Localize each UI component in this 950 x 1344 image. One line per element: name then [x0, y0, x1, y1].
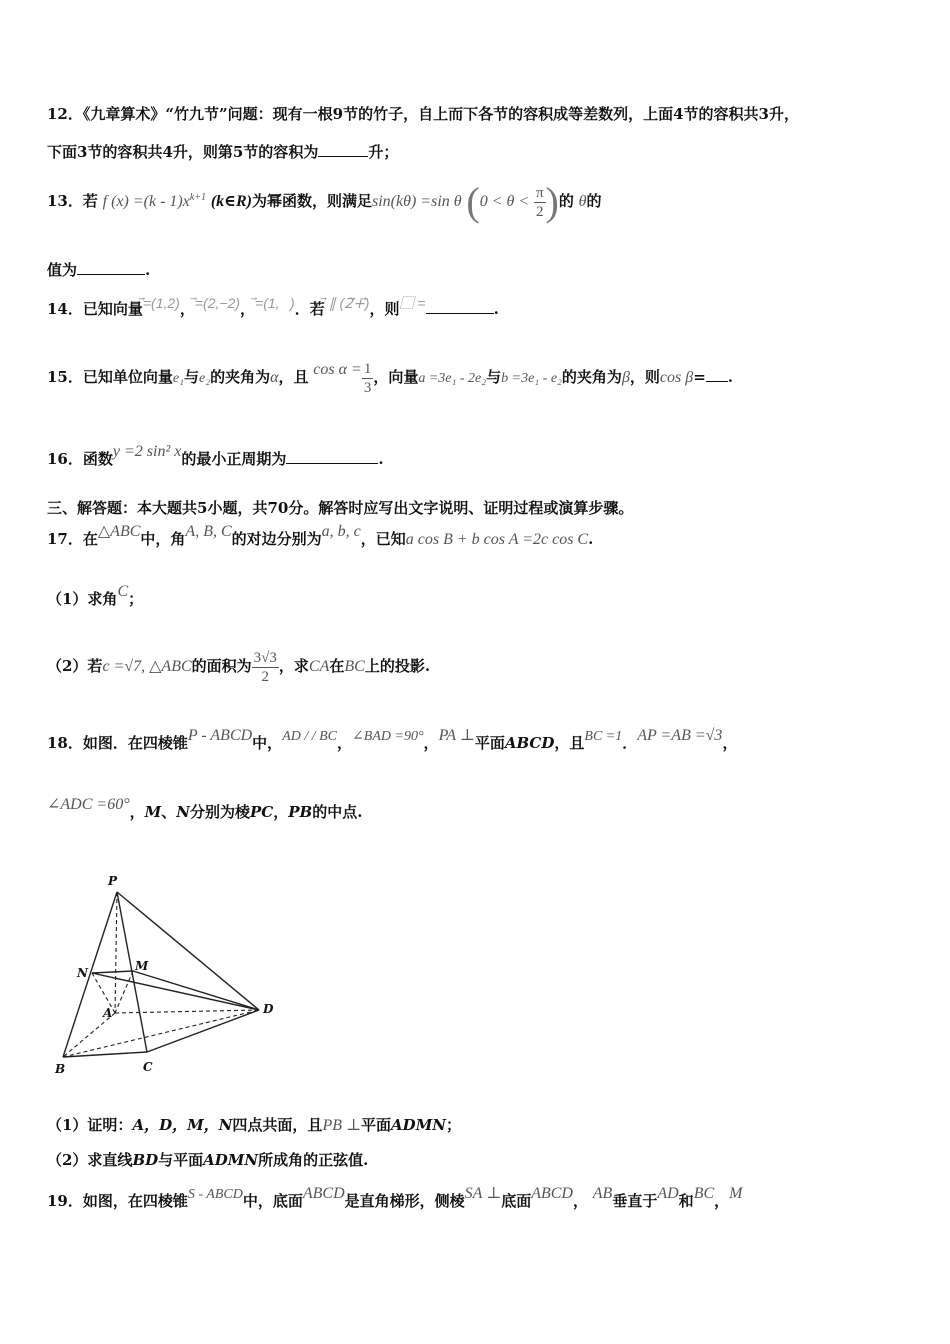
q19-base: ABCD [302, 1185, 345, 1202]
q17-bc: BC [344, 658, 365, 675]
q19-bc: BC [693, 1185, 715, 1202]
q12-text: 下面3节的容积共4升，则第5节的容积为 [47, 143, 319, 161]
q18-pb: PB [288, 803, 313, 821]
q15-answer-blank[interactable] [706, 367, 728, 382]
q16-num: 16．函数 [47, 450, 113, 468]
q12-unit: 升； [368, 143, 399, 161]
q14-condition: ⃗ ∥ (2⃗+⃗) [324, 295, 370, 311]
q19-t2: 是直角梯形，侧棱 [344, 1192, 465, 1210]
q18-c2: ∠BAD =90° [352, 729, 424, 744]
q17-area-den: 2 [261, 668, 270, 685]
q19-sa: SA ⊥ [464, 1185, 502, 1202]
q17-line [47, 524, 910, 554]
q13-answer-blank[interactable] [77, 260, 145, 275]
q15-cosb: cos β [659, 369, 694, 386]
q13-num: 13．若 [47, 192, 98, 210]
q18-pyramid: P - ABCD [187, 727, 253, 744]
q13-paren-left: ( [466, 179, 480, 224]
q18-p1-end: ； [446, 1116, 462, 1134]
q14-end: . [493, 300, 499, 318]
q15-t2: ，且 [278, 368, 309, 386]
label-D: D [263, 1002, 274, 1016]
q13-paren-right: ) [545, 179, 559, 224]
q19-t5: 垂直于 [612, 1192, 658, 1210]
q18-comma1: ， [337, 734, 353, 752]
q14-lambda: ⃞ = [399, 295, 426, 311]
q18-pyramid-figure [45, 865, 295, 1085]
q15-yu2: 与 [486, 368, 502, 386]
q18-t3: ，且 [554, 734, 585, 752]
q15-t5: ，则 [629, 368, 660, 386]
edge-MA [115, 971, 133, 1013]
q17-p2-t2: ，求 [278, 657, 309, 675]
q15-num: 15．已知单位向量 [47, 368, 173, 386]
q18-p2-b: 与平面 [158, 1151, 204, 1169]
q17-p2-t4: 上的投影. [364, 657, 431, 675]
q13-value-label: 值为 [47, 261, 78, 279]
q18-p2-a: （2）求直线 [47, 1151, 133, 1169]
q13-pi: π [535, 184, 544, 201]
q16-answer-blank[interactable] [286, 449, 378, 464]
q14-ze: ，则 [369, 300, 400, 318]
q18-t5: 、 [161, 803, 177, 821]
q18-p2-admn: ADMN [203, 1151, 259, 1169]
q12-line2 [47, 141, 910, 162]
edge-NM [92, 971, 133, 973]
q18-p2-c: 所成角的正弦值. [258, 1151, 369, 1169]
q13-cond: (k∈R) [210, 193, 252, 210]
q13-range-left: 0 < θ < [479, 193, 530, 210]
q15-t3: ，向量 [373, 368, 419, 386]
q17-p2-t1: 的面积为 [191, 657, 252, 675]
q18-comma3: ， [722, 734, 738, 752]
q17-angles: A, B, C [185, 523, 232, 540]
label-N: N [77, 966, 88, 980]
q17-p1-var: C [117, 583, 129, 600]
q17-p2-t3: 在 [329, 657, 345, 675]
q18-p1-b: 四点共面，且 [232, 1116, 323, 1134]
q12-line1: 12．《九章算术》“竹九节”问题：现有一根9节的竹子，自上而下各节的容积成等差数列，上面4节的容积共3升， [47, 105, 799, 123]
q19-base2: ABCD [531, 1185, 573, 1202]
label-B: B [55, 1062, 66, 1076]
q19-ad: AD [657, 1185, 679, 1202]
q14-ruo: ．若 [294, 300, 325, 318]
q17-t1: 中，角 [140, 530, 186, 548]
q18-p1-admn: ADMN [391, 1116, 447, 1134]
q14-answer-blank[interactable] [426, 299, 494, 314]
q15-end: . [727, 368, 734, 386]
q13-end: . [145, 261, 151, 279]
q18-c4: BC =1 [584, 729, 623, 744]
q15-beta: β [621, 369, 630, 386]
q18-t7: 的中点. [312, 803, 363, 821]
q18-c1: AD / / BC [282, 729, 338, 744]
q18-p1-pb: PB ⊥ [322, 1117, 362, 1134]
q18-c5: AP =AB =√3 [637, 727, 723, 744]
q15-e2: e₂ [198, 371, 211, 386]
q18-line1 [47, 728, 910, 758]
q13-range-frac [534, 184, 546, 221]
q13-exp: k+1 [189, 192, 207, 203]
q15-cos-frac [362, 360, 374, 397]
q17-sides: a, b, c [321, 523, 361, 540]
q13-text2: 的 [558, 192, 574, 210]
q18-n: N [176, 803, 190, 821]
q17-part2 [47, 644, 910, 688]
q16-line [47, 444, 910, 474]
q18-t1: 中， [252, 734, 283, 752]
q18-comma2: ， [423, 734, 439, 752]
q16-end: . [378, 450, 384, 468]
edge-AD [115, 1010, 259, 1013]
q17-num: 17．在 [47, 530, 98, 548]
q17-triangle: △ABC [97, 523, 141, 540]
q14-sep1: ， [179, 300, 195, 318]
q19-ab: AB [592, 1185, 613, 1202]
q17-p1-end: ； [128, 590, 144, 608]
q17-area-frac [252, 649, 279, 686]
q19-pyramid: S - ABCD [187, 1187, 243, 1202]
edge-PB [63, 892, 117, 1057]
q14-line [47, 295, 910, 319]
q18-comma4: ， [273, 803, 289, 821]
label-A: A [103, 1006, 113, 1020]
q18-t6: 分别为棱 [189, 803, 250, 821]
label-C: C [143, 1060, 153, 1074]
edge-PA [115, 892, 117, 1013]
q15-cos-den: 3 [363, 379, 372, 396]
q13-line1 [47, 178, 910, 224]
q18-part1 [47, 1112, 910, 1138]
q14-vector-b: ⃗=(2,−2) [194, 295, 240, 311]
q15-t1: 的夹角为 [210, 368, 271, 386]
q19-t7: ， [714, 1192, 730, 1210]
q18-plane: ABCD [504, 734, 555, 752]
q19-line [47, 1184, 910, 1218]
q17-equation: a cos B + b cos A =2c cos C [405, 531, 589, 548]
edge-CD [147, 1010, 259, 1052]
q18-p1-c: 平面 [361, 1116, 392, 1134]
q17-p2-text: （2）若 [47, 657, 103, 675]
q15-cos-label: cos α = [313, 361, 362, 378]
q13-two: 2 [536, 203, 544, 220]
q15-e1: e₁ [172, 371, 184, 386]
q17-end: . [588, 530, 594, 548]
q18-p1-pts: A，D，M，N [132, 1116, 233, 1134]
q15-line [47, 355, 910, 399]
q14-num: 14．已知向量 [47, 300, 143, 318]
edge-BD [63, 1010, 259, 1057]
q15-t6: = [693, 368, 706, 386]
edge-MD [133, 971, 259, 1010]
q13-func: f (x) =(k - 1)x [102, 193, 190, 210]
q18-c3: PA ⊥ [438, 727, 475, 744]
q15-cos-num: 1 [363, 360, 372, 377]
section-3-heading: 三、解答题：本大题共5小题，共70分。解答时应写出文字说明、证明过程或演算步骤。 [47, 499, 634, 517]
q15-b-def: b =3e₁ - e₂ [501, 371, 562, 386]
q13-line2 [47, 259, 910, 280]
q12-answer-blank[interactable] [318, 142, 368, 157]
q18-p1-a: （1）证明： [47, 1116, 133, 1134]
q19-num: 19．如图，在四棱锥 [47, 1192, 188, 1210]
edge-BC [63, 1052, 147, 1057]
q17-area-num: 3√3 [253, 649, 277, 666]
q13-eq: sin(kθ) =sin θ [372, 193, 462, 210]
q13-text3: 的 [586, 192, 602, 210]
q15-alpha: α [270, 369, 279, 386]
edge-PD [117, 892, 259, 1010]
q18-pc: PC [249, 803, 274, 821]
q17-part1 [47, 584, 910, 614]
q18-p2-bd: BD [132, 1151, 159, 1169]
q17-t3: ，已知 [360, 530, 406, 548]
q17-p2-cond: c =√7, △ABC [102, 658, 192, 675]
q16-text: 的最小正周期为 [181, 450, 287, 468]
q18-c6: ∠ADC =60° [47, 796, 130, 813]
q18-m: M [144, 803, 162, 821]
q16-func: y =2 sin² x [112, 443, 182, 460]
q19-t4: ， [572, 1192, 588, 1210]
q19-m: M [729, 1185, 743, 1202]
q14-vector-a: ⃗=(1,2) [142, 295, 180, 311]
q14-sep2: ， [240, 300, 256, 318]
q19-t3: 底面 [501, 1192, 532, 1210]
q18-part2 [47, 1147, 910, 1173]
q13-text1: 为幂函数，则满足 [251, 192, 372, 210]
q19-t1: 中，底面 [242, 1192, 303, 1210]
q18-t4: ， [129, 803, 145, 821]
q18-num: 18．如图．在四棱锥 [47, 734, 188, 752]
q18-line2 [47, 797, 910, 827]
q19-t6: 和 [678, 1192, 694, 1210]
q17-ca: CA [308, 658, 330, 675]
q13-theta: θ [578, 193, 587, 210]
label-M: M [135, 959, 149, 973]
q17-t2: 的对边分别为 [231, 530, 322, 548]
q18-t2: 平面 [474, 734, 505, 752]
edge-ND [92, 973, 259, 1010]
label-P: P [108, 874, 118, 888]
q14-vector-c: ⃗=(1,⃞) [255, 295, 295, 311]
q17-p1-text: （1）求角 [47, 590, 118, 608]
q15-a-def: a =3e₁ - 2e₂ [418, 371, 487, 386]
q15-yu: 与 [183, 368, 199, 386]
q15-t4: 的夹角为 [561, 368, 622, 386]
q18-dot: ． [622, 734, 638, 752]
